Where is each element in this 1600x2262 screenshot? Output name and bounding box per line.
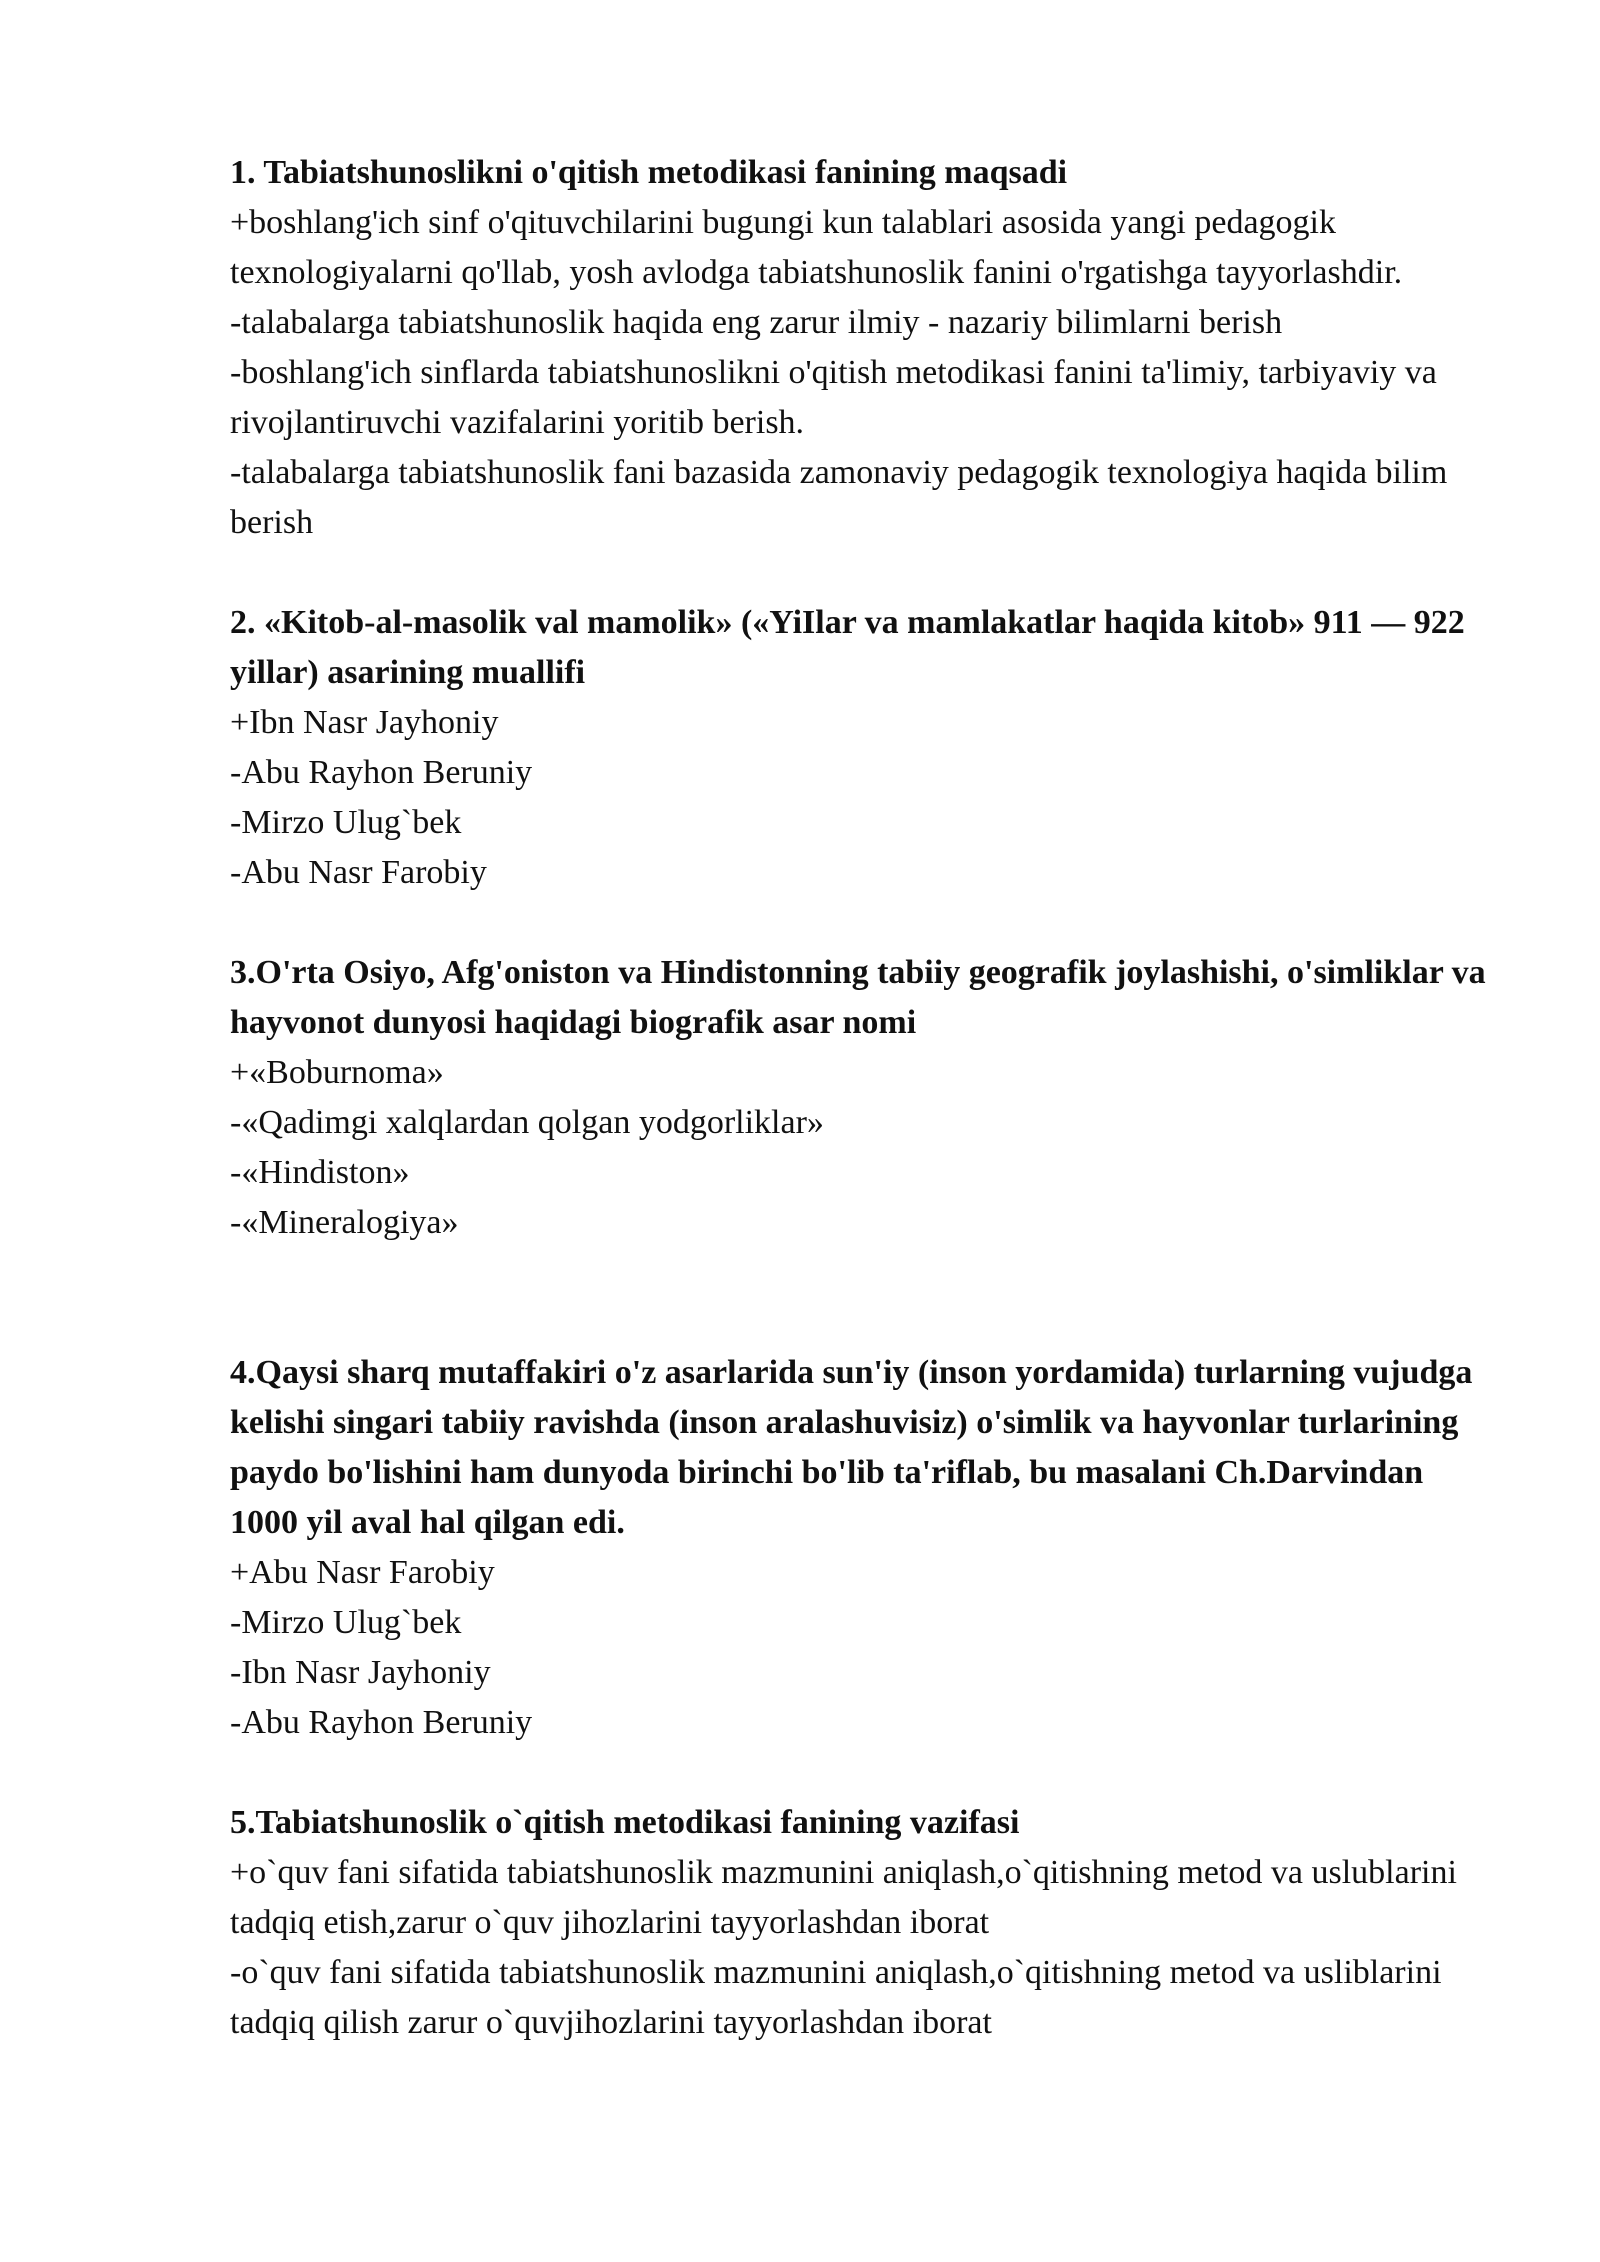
document-page (230, 148, 1490, 2098)
answer-option: +«Boburnoma» (230, 1054, 444, 1091)
question-title: 3.O'rta Osiyo, Afg'oniston va Hindistonning tabiiy geografik joylashishi, o'simliklar va hayvonot dunyosi haqidagi biografik asar nomi (230, 954, 1486, 1041)
answer-option: +o`quv fani sifatida tabiatshunoslik mazmunini aniqlash,o`qitishning metod va uslublarini tadqiq etish,zarur o`quv jihozlarini tayyorlashdan iborat (230, 1854, 1457, 1941)
answer-option: +Ibn Nasr Jayhoniy (230, 704, 499, 741)
answer-option: -Abu Rayhon Beruniy (230, 754, 533, 791)
answer-option: -boshlang'ich sinflarda tabiatshunoslikni o'qitish metodikasi fanini ta'limiy, tarbiyaviy va rivojlantiruvchi vazifalarini yoritib berish. (230, 354, 1437, 441)
answer-option: -«Qadimgi xalqlardan qolgan yodgorliklar» (230, 1104, 824, 1141)
question-2 (230, 598, 1490, 898)
question-title: 4.Qaysi sharq mutaffakiri o'z asarlarida sun'iy (inson yordamida) turlarning vujudga kelishi singari tabiiy ravishda (inson aralashuvisiz) o'simlik va hayvonlar turlarining paydo bo'lishini ham dunyoda birinchi bo'lib ta'riflab, bu masalani Ch.Darvindan 1000 yil aval hal qilgan edi. (230, 1354, 1473, 1541)
answer-option: -Mirzo Ulug`bek (230, 804, 462, 841)
answer-option: -«Hindiston» (230, 1154, 410, 1191)
answer-option: -o`quv fani sifatida tabiatshunoslik mazmunini aniqlash,o`qitishning metod va usliblarini tadqiq qilish zarur o`quvjihozlarini tayyorlashdan iborat (230, 1954, 1442, 2041)
answer-option: -«Mineralogiya» (230, 1204, 459, 1241)
answer-option: -Abu Nasr Farobiy (230, 854, 487, 891)
answer-option: -talabalarga tabiatshunoslik haqida eng zarur ilmiy - nazariy bilimlarni berish (230, 304, 1283, 341)
question-title: 2. «Kitob-al-masolik val mamolik» («YiIlar va mamlakatlar haqida kitob» 911 — 922 yillar) asarining muallifi (230, 604, 1465, 691)
question-5 (230, 1798, 1490, 2048)
question-title: 1. Tabiatshunoslikni o'qitish metodikasi fanining maqsadi (230, 154, 1068, 191)
answer-option: -Abu Rayhon Beruniy (230, 1704, 533, 1741)
answer-option: +boshlang'ich sinf o'qituvchilarini bugungi kun talablari asosida yangi pedagogik texnologiyalarni qo'llab, yosh avlodga tabiatshunoslik fanini o'rgatishga tayyorlashdir. (230, 204, 1403, 291)
answer-option: -talabalarga tabiatshunoslik fani bazasida zamonaviy pedagogik texnologiya haqida bilim berish (230, 454, 1448, 541)
question-title: 5.Tabiatshunoslik o`qitish metodikasi fanining vazifasi (230, 1804, 1020, 1841)
question-4 (230, 1348, 1490, 1748)
answer-option: -Ibn Nasr Jayhoniy (230, 1654, 491, 1691)
answer-option: -Mirzo Ulug`bek (230, 1604, 462, 1641)
question-1 (230, 148, 1490, 548)
question-3 (230, 948, 1490, 1248)
answer-option: +Abu Nasr Farobiy (230, 1554, 495, 1591)
